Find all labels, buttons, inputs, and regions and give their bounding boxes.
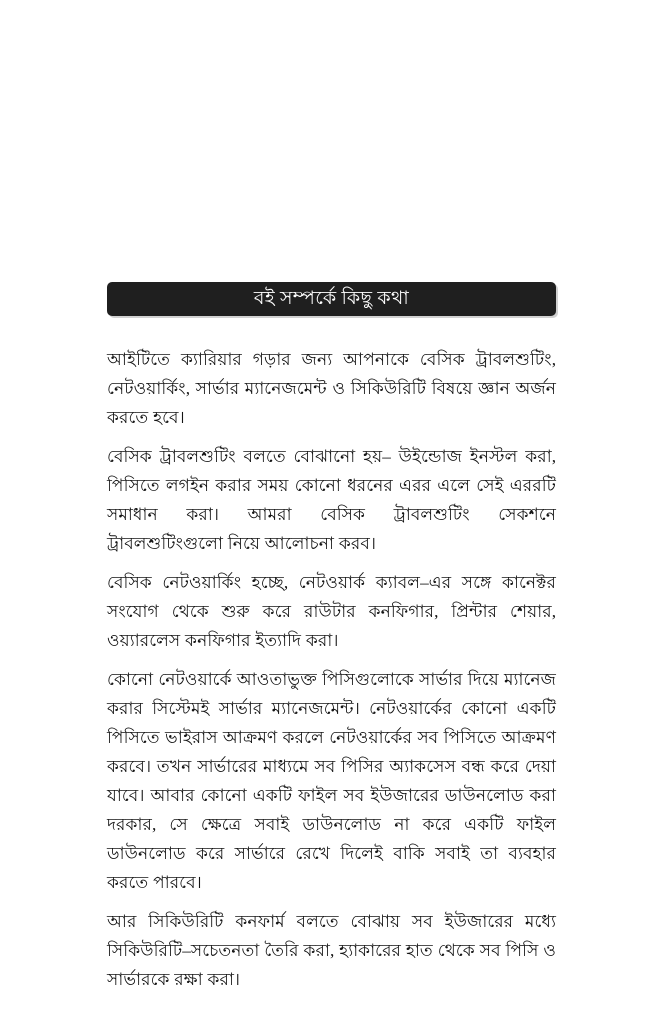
- page-top-margin: [0, 0, 663, 282]
- paragraph: আইটিতে ক্যারিয়ার গড়ার জন্য আপনাকে বেসিক ট্রাবলশুটিং, নেটওয়ার্কিং, সার্ভার ম্যানেজমেন্ট ও সিকিউরিটি বিষয়ে জ্ঞান অর্জন করতে হবে।: [107, 350, 556, 427]
- paragraph: কোনো নেটওয়ার্কে আওতাভুক্ত পিসিগুলোকে সার্ভার দিয়ে ম্যানেজ করার সিস্টেমই সার্ভার ম্যানেজমেন্ট। নেটওয়ার্কের কোনো একটি পিসিতে ভাইরাস আক্রমণ করলে নেটওয়ার্কের সব পিসিতে আক্রমণ করবে। তখন সার্ভারের মাধ্যমে সব পিসির অ্যাকসেস বন্ধ করে দেয়া যাবে। আবার কোনো একটি ফাইল সব ইউজারের ডাউনলোড করা দরকার, সে ক্ষেত্রে সবাই ডাউনলোড না করে একটি ফাইল ডাউনলোড করে সার্ভারে রেখে দিলেই বাকি সবাই তা ব্যবহার করতে পারবে।: [107, 670, 556, 892]
- paragraph: বেসিক নেটওয়ার্কিং হচ্ছে, নেটওয়ার্ক ক্যাবল–এর সঙ্গে কানেক্টর সংযোগ থেকে শুরু করে রাউটার কনফিগার, প্রিন্টার শেয়ার, ওয়্যারলেস কনফিগার ইত্যাদি করা।: [107, 573, 556, 650]
- paragraph: বেসিক ট্রাবলশুটিং বলতে বোঝানো হয়– উইন্ডোজ ইনস্টল করা, পিসিতে লগইন করার সময় কোনো ধরনের এরর এলে সেই এররটি সমাধান করা। আমরা বেসিক ট্রাবলশুটিং সেকশনে ট্রাবলশুটিংগুলো নিয়ে আলোচনা করব।: [107, 447, 556, 553]
- paragraph: আর সিকিউরিটি কনফার্ম বলতে বোঝায় সব ইউজারের মধ্যে সিকিউরিটি–সচেতনতা তৈরি করা, হ্যাকারের হাত থেকে সব পিসি ও সার্ভারকে রক্ষা করা।: [107, 912, 556, 989]
- section-heading-text: বই সম্পর্কে কিছু কথা: [253, 287, 410, 309]
- section-heading-bar: [107, 282, 556, 316]
- body-text-block: [107, 345, 556, 994]
- page-content: [107, 282, 556, 994]
